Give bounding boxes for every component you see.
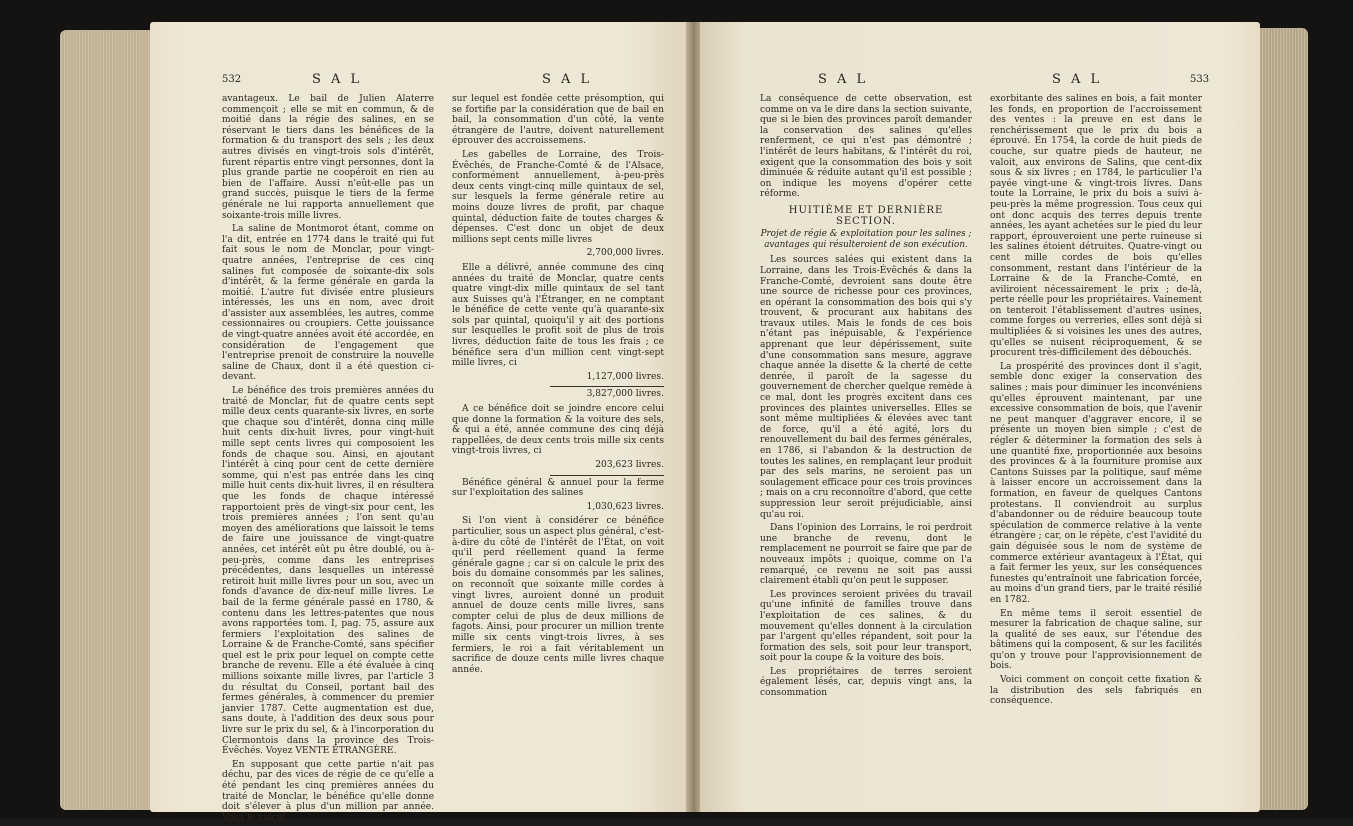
amount-line: 203,623 livres.: [595, 460, 664, 470]
left-running-head: S A L: [312, 72, 363, 87]
paragraph: La prospérité des provinces dont il s'agit, semble donc exiger la conservation des salines ; mais pour diminuer les inconvéniens qu'elles éprouvent maintenant, par une excessive consommation de bois, que l'avenir ne peut manquer d'aggraver encore, il se présente un moyen bien simple ; c'est de régler & déterminer la formation des sels à une quantité fixe, proportionnée aux besoins des provinces & à la fourniture promise aux Cantons Suisses par la politique, sauf même à laisser encore un accroissement dans la formation, en faveur de quelques Cantons protestans. Il conviendroit au surplus d'abandonner ou de réduire beaucoup toute spéculation de commerce relative à la vente étrangère ; car, on le répète, c'est l'avidité du gain déguisée sous le nom de système de commerce extérieur avantageux à l'État, qui a fait fermer les yeux, sur les conséquences funestes qu'entraînoit une fabrication forcée, au moins d'un grand tiers, par le traité résilié en 1782.: [990, 361, 1202, 605]
sum-rule: [550, 475, 664, 476]
paragraph: Les propriétaires de terres seroient également lésés, car, depuis vingt ans, la consommation: [760, 666, 972, 699]
amount-line: 2,700,000 livres.: [586, 248, 664, 259]
paragraph: Dans l'opinion des Lorrains, le roi perdroit une branche de revenu, dont le remplacement ne pourroit se faire que par de nouveaux impôts ; quoique, comme on l'a remarqué, ce revenu ne soit pas aussi clairement établi qu'on peut le supposer.: [760, 523, 972, 587]
right-folio: 533: [1190, 74, 1210, 85]
paragraph: Le bénéfice des trois premières années du traité de Monclar, fut de quatre cents sept mille deux cents quarante-six livres, en sorte que chaque sou d'intérêt, donna cinq mille huit cents dix-huit livres, pour vingt-huit mille sept cents livres qui composoient les fonds de chaque sou. Ainsi, en ajoutant l'intérêt à cinq pour cent de cette dernière somme, qui n'est pas entrée dans les cinq mille huit cents dix-huit livres, il en résultera que les fonds de chaque intéressé rapportoient près de vingt-six pour cent, les trois premières années ; l'on sent qu'au moyen des améliorations que laissoit le tems de faire une jouissance de vingt-quatre années, cet intérêt eût pu être doublé, ou à-peu-près, comme dans les entreprises précédentes, dans lesquelles un intéressé retiroit huit mille livres pour un sou, avec un fonds d'avance de dix-neuf mille livres. Le bail de la ferme générale passé en 1780, & contenu dans les lettres-patentes que nous avons rapportées tom. I, pag. 75, assure aux fermiers l'exploitation des salines de Lorraine & de Franche-Comté, sans spécifier quel est le prix pour lequel on compte cette branche de revenu. Elle a été évaluée à cinq millions soixante mille livres, par l'article 3 du résultat du Conseil, portant bail des fermes générales, à commencer du premier janvier 1787. Cette augmentation est due, sans doute, à l'addition des deux sous pour livre sur le prix du sel, & à l'incorporation du Clermontois dans la province des Trois-Évêchés. Voyez VENTE ÉTRANGÈRE.: [222, 386, 434, 757]
paragraph: A ce bénéfice doit se joindre encore celui que donne la formation & la voiture des sels, & qui a été, année commune des cinq déjà rappellées, de deux cents trois mille six cents vingt-trois livres, ci: [452, 404, 664, 457]
paragraph: La conséquence de cette observation, est comme on va le dire dans la section suivante, que si le bien des provinces paroît demander la conservation des salines qu'elles renferment, ce qui n'est pas démontré ; l'intérêt de leurs habitans, & l'intérêt du roi, exigent que la consommation des bois y soit diminuée & réduite autant qu'il est possible ; on indique les moyens d'opérer cette réforme.: [760, 94, 972, 200]
right-page: [700, 22, 1260, 812]
total-amount: 1,030,623 livres.: [586, 501, 664, 512]
paragraph: Les sources salées qui existent dans la Lorraine, dans les Trois-Évêchés & dans la Franche-Comté, devroient sans doute être une source de richesse pour ces provinces, en opérant la consommation des bois qui s'y trouvent, & procurant aux habitans des travaux utiles. Mais le fonds de ces bois n'étant pas inépuisable, & l'expérience apprenant que leur dépérissement, suite d'une consommation sans mesure, aggrave chaque année la disette & la cherté de cette denrée, il paroît de la sagesse du gouvernement de chercher quelque remède à ce mal, dont les progrès excitent dans ces provinces des plaintes universelles. Elles se sont même multipliées & élevées avec tant de force, qu'il a été agité, lors du renouvellement du bail des fermes générales, en 1786, si l'abandon & la destruction de toutes les salines, en remplaçant leur produit par des sels marins, ne seroient pas un soulagement efficace pour ces trois provinces ; mais on a cru reconnoître d'abord, que cette suppression leur seroit préjudiciable, ainsi qu'au roi.: [760, 255, 972, 520]
amount-line: 1,127,000 livres.: [586, 371, 664, 382]
subtotal-line: 3,827,000 livres.: [586, 389, 664, 400]
left-column-1: [222, 94, 434, 826]
paragraph: Voici comment on conçoit cette fixation & la distribution des sels fabriqués en conséquence.: [990, 675, 1202, 707]
paragraph: Les gabelles de Lorraine, des Trois-Évêchés, de Franche-Comté & de l'Alsace, conformément annuellement, à-peu-près deux cents vingt-cinq mille quintaux de sel, sur lesquels la ferme générale retire au moins douze livres de profit, par chaque quintal, déduction faite de toutes charges & dépenses. C'est donc un objet de deux millions sept cents mille livres: [452, 149, 664, 245]
total-label: Bénéfice général & annuel pour la ferme sur l'exploitation des salines: [452, 477, 664, 499]
section-title: HUITIÈME ET DERNIÈRE SECTION.: [788, 204, 944, 227]
paragraph: Les provinces seroient privées du travail qu'une infinité de familles trouve dans l'exploitation de ces salines, & du mouvement qu'elles donnent à la circulation par l'argent qu'elles répandent, soit pour la formation des sels, soit pour leur transport, soit pour la coupe & la voiture des bois.: [760, 589, 972, 664]
paragraph: En même tems il seroit essentiel de mesurer la fabrication de chaque saline, sur la qualité de ses eaux, sur l'étendue des bâtimens qui la composent, & sur les facilités qu'on y trouve pour l'approvisionnement de bois.: [990, 608, 1202, 672]
left-running-head-2: S A L: [542, 72, 593, 87]
left-page-edges: [60, 30, 152, 810]
paragraph: La saline de Montmorot étant, comme on l'a dit, entrée en 1774 dans le traité qui fut fait sous le nom de Monclar, pour vingt-quatre années, l'entreprise de ces cinq salines fut composée de soixante-dix sols d'intérêt, & la ferme générale en garda la moitié. L'autre fut divisée entre plusieurs intéressés, les uns en nom, avec droit d'assister aux assemblées, les autres, comme cessionnaires ou croupiers. Cette jouissance de vingt-quatre années avoit été accordée, en considération de l'engagement que l'entreprise prenoit de construire la nouvelle saline de Chaux, dont il a été question ci-devant.: [222, 224, 434, 383]
paragraph: Elle a délivré, année commune des cinq années du traité de Monclar, quatre cents quatre vingt-dix mille quintaux de sel tant aux Suisses qu'à l'Étranger, en ne comptant le bénéfice de cette vente qu'à quarante-six sols par quintal, quoiqu'il y ait des portions sur lesquelles le profit soit de plus de trois livres, déduction faite de tous les frais ; ce bénéfice sera d'un million cent vingt-sept mille livres, ci: [452, 262, 664, 369]
right-column-2: [990, 94, 1202, 710]
right-running-head-2: S A L: [1052, 72, 1103, 87]
paragraph: exorbitante des salines en bois, a fait monter les fonds, en proportion de l'accroissement des ventes : la preuve en est dans le renchérissement que le prix du bois a éprouvé. En 1754, la corde de huit pieds de couche, sur quatre pieds de hauteur, ne valoit, aux environs de Salins, que cent-dix sous & six livres ; en 1784, le particulier l'a payée vingt-une & vingt-trois livres. Dans toute la Lorraine, le prix du bois a suivi à-peu-près la même progression. Tous ceux qui ont donc acquis des terres depuis trente années, les ayant achetées sur le pied du leur rapport, éprouveroient une perte ruineuse si les salines étoient détruites. Quatre-vingt ou cent mille cordes de bois qu'elles consomment, restant dans l'intérieur de la Lorraine & de la Franche-Comté, en aviliroient nécessairement le prix ; de-là, perte réelle pour les propriétaires. Vainement on tenteroit l'établissement d'autres usines, comme forges ou verreries, elles sont déjà si multipliées & si voisines les unes des autres, qu'elles se nuisent réciproquement, & se procurent très-difficilement des débouchés.: [990, 94, 1202, 359]
paragraph: En supposant que cette partie n'ait pas déchu, par des vices de régie de ce qu'elle a été pendant les cinq premières années du traité de Monclar, le bénéfice qu'elle donne doit s'élever à plus d'un million par année. Voici le calcul: [222, 759, 434, 823]
right-running-head: S A L: [818, 72, 869, 87]
left-page: [150, 22, 690, 823]
right-page-edges: [1258, 28, 1308, 810]
paragraph: sur lequel est fondée cette présomption, qui se fortifie par la considération que de bail en bail, la consommation d'un côté, la vente étrangère de l'autre, doivent naturellement éprouver des accroissemens.: [452, 94, 664, 147]
paragraph: avantageux. Le bail de Julien Alaterre commençoit ; elle se mit en commun, & de moitié dans la régie des salines, en se réservant le tiers dans les bénéfices de la formation & du transport des sels ; les deux autres divisés en vingt-trois sols d'intérêt, furent répartis entre vingt personnes, dont la plus grande partie ne coopéroit en rien au bien de l'affaire. Aussi n'eût-elle pas un grand succès, puisque le tiers de la ferme générale ne lui rapporta annuellement que soixante-trois mille livres.: [222, 94, 434, 221]
left-folio: 532: [222, 74, 242, 85]
left-column-2: [452, 94, 664, 678]
sum-rule: [550, 386, 664, 387]
right-column-1: [760, 94, 972, 702]
section-subtitle: Projet de régie & exploitation pour les salines ; avantages qui résulteroient de son exécution.: [760, 229, 972, 250]
paragraph: Si l'on vient à considérer ce bénéfice particulier, sous un aspect plus général, c'est-à-dire du côté de l'intérêt de l'État, on voit qu'il perd réellement quand la ferme générale gagne ; car si on calcule le prix des bois du domaine consommés par les salines, on reconnoît que soixante mille cordes à vingt livres, auroient donné un produit annuel de douze cents mille livres, sans compter celui de plus de deux millions de fagots. Ainsi, pour procurer un million trente mille six cents vingt-trois livres, à ses fermiers, le roi a fait véritablement un sacrifice de douze cents mille livres chaque année.: [452, 516, 664, 675]
